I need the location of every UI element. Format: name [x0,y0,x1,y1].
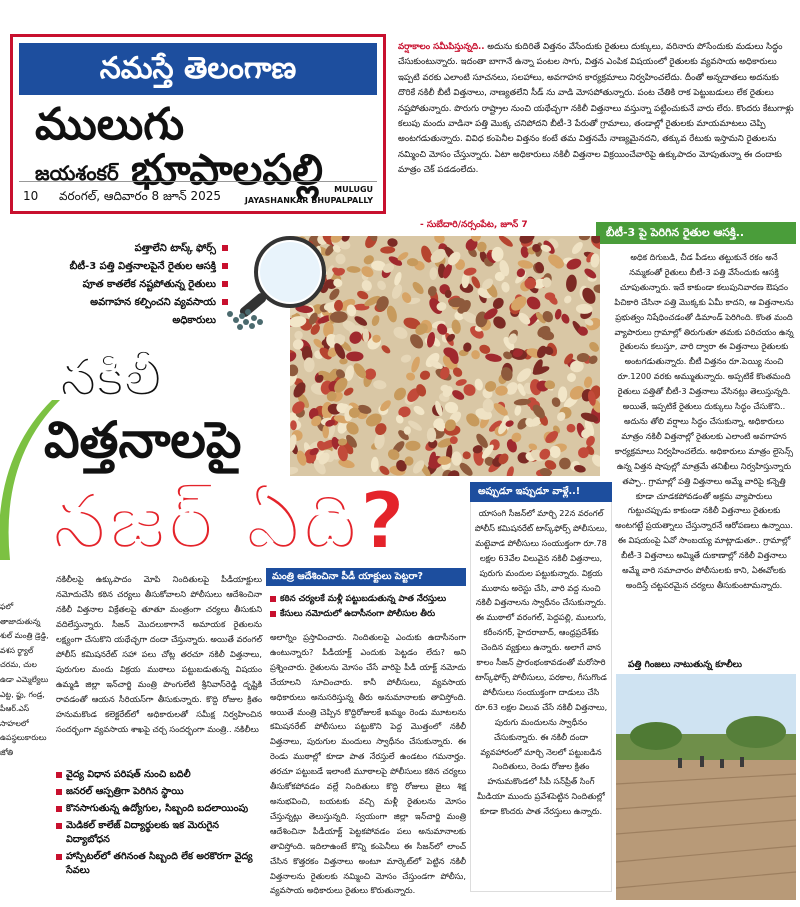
cropped-article-edge: ఫలో తాజాదుతున్న శుల్ మంత్రి డ్రెడ్డి, వశస ర్థ్యాల్ చరమ, చుల ఉడా ఎమ్మెల్యేలు ఎట్ట, ప్జు, గండ్ర, పీఆర్.ఎస్ సాహలలో ఉపస్థలుకారులు జోతి [0,602,49,757]
district-name-2-prefix: జయశంకర్ [35,161,119,185]
left-article: నకిలీలపై ఉక్కుపాదం మోపి నిందితులపై పీడీయాక్టులు నమోదుచేసి కఠిన చర్యలు తీసుకోవాలని పోలీసులు ఆదేశించినా నకిలీ విత్తనాల విక్రేతలపై తూతూ మంత్రంగా చర్యలు తీసుకుని వదిలేస్తున్నారు. సీజన్ మొదలుకాగానే అమాయక రైతులను లక్ష్యంగా చేసుకొని యథేచ్ఛగా దందా చేస్తున్నారు. అయితే వరంగల్ పోలీస్ కమిషనరేట్ సహా పలు చోట్ల తరచూ నకిలీ విత్తనాలు, పురుగుల మందు విక్రయ ముఠాలు పట్టుబడుతున్న విషయం ఉమ్మడి జిల్లా ఇన్‌చార్జి మంత్రి పొంగులేటి శ్రీనివాస్‌రెడ్డి దృష్టికి రావడంతో ఆయన సీరియస్‌గా తీసుకున్నారు. కొద్ది రోజుల క్రితం హనుమకొండ కలెక్టరేట్‌లో అధికారులతో సమీక్ష నిర్వహించిన సందర్భంగా వ్యవసాయ శాఖపై చర్చ సందర్భంగా మంత్రి.. నకిలీలు [56,574,262,734]
english-district-1: MULUGU [334,185,373,194]
mid-article-headline: మంత్రి ఆదేశించినా పీడీ యాక్టులు పెట్టరా? [266,568,466,586]
mid-article-subheads [270,592,466,622]
headline-bullet: అవగాహన కల్పించని వ్యవసాయ అధికారులు [48,294,228,330]
hospital-bullets [56,768,266,881]
headline-bullets [48,240,228,330]
newspaper-title: నమస్తే తెలంగాణ [19,43,377,95]
then-now-body: యాసంగి సీజన్‌లో మార్చి 22న వరంగల్ పోలీస్ కమిషనరేట్ టాస్క్‌ఫోర్స్ పోలీసులు, మట్టెవాడ పోలీసులు సంయుక్తంగా రూ.78 లక్షల 63వేల విలువైన నకిలీ విత్తనాలు, పురుగు మందుల పట్టుకున్నారు. విక్రయ ముఠాను అరెస్టు చేసి, వారి వద్ద నుంచి నకిలీ విత్తనాలను స్వాధీనం చేసుకున్నారు. ఈ ముఠాలో వరంగల్, పెద్దపల్లి, ములుగు, కరీంనగర్, హైదరాబాద్, ఆంధ్రప్రదేశ్‌కు చెందిన వ్యక్తులు ఉన్నారు. అలాగే వాన కాలం సీజన్ ప్రారంభంకావడంతో మరోసారి టాస్క్‌ఫోర్స్ పోలీసులు, పరకాల, గీసుగొండ పోలీసులు సంయుక్తంగా దాడులు చేసి రూ.63 లక్షల విలువ చేసే నకిలీ విత్తనాలు, పురుగు మందులను స్వాధీనం చేసుకున్నారు. ఈ నకిలీ దందా వ్యవహారంలో మార్చి నెలలో పట్టుబడిన నిందితులు, రెండు రోజుల క్రితం హనుమకొండలో సీపీ సన్‌ప్రీత్ సింగ్ మీడియా ముందు ప్రవేశపెట్టిన నిందితుల్లో కూడా కొందరు పాత నేరస్తులు ఉన్నారు. [474,508,608,817]
mid-subhead: కఠిన చర్యలకే మళ్లీ పట్టుబడుతున్న పాత నేరస్తులు [270,592,466,607]
dateline-bar [19,181,377,209]
headline-bullet: పూత కాతలేక నష్టపోతున్న రైతులు [48,276,228,294]
seeds-photo [290,236,600,476]
district-name-1: ములుగు [35,99,185,150]
top-article [398,40,794,179]
then-now-headline: అప్పుడూ ఇప్పుడూ వాళ్లే..! [470,482,612,502]
top-article-lead: వర్షాకాలం సమీపిస్తున్నది.. [398,42,485,52]
top-article-byline: - సుబేదారి/నర్సంపేట, జూన్ 7 [420,220,528,230]
english-district-2: JAYASHANKAR BHUPALPALLY [244,196,373,205]
field-photo [616,674,796,900]
headline-bullet: బీటీ-3 పత్తి విత్తనాలపైనే రైతుల ఆసక్తి [48,258,228,276]
hospital-bullet: వైద్య విధాన పరిషత్ నుంచి బదిలీ [56,768,266,782]
english-district [245,184,373,206]
hospital-bullet: జనరల్ ఆస్పత్రిగా పెరిగిన స్థాయి [56,785,266,799]
mid-article-body: అలాగ్నిం ప్రస్తావించారు. నిందితులపై ఎందుకు ఉదాసీనంగా ఉంటున్నారు? పీడీయాక్ట్ ఎందుకు పెట్టడం లేదు? అని ప్రశ్నించారు. రైతులను మోసం చేసే వారిపై పీడీ యాక్ట్ నమోదు చేయాలని సూచించారు. కానీ పోలీసులు, వ్యవసాయ అధికారులు అనుసరిస్తున్న తీరు అనుమానాలకు తావిస్తోంది. అయితే మంత్రి చెప్పిన కొద్దిరోజులకే ఖమ్మం రెండు మూటలను కమిషనరేట్ పోలీసులు పట్టుకొని పెద్ద మొత్తంలో నకిలీ విత్తనాలు, పురుగుల మందులు స్వాధీనం చేసుకున్నారు. ఈ రెండు ముఠాల్లో కూడా పాత నేరస్తులే ఉండటం గమనార్హం. తరచూ పట్టుబడే ఇలాంటి మూఠాలపై పోలీసులు కఠిన చర్యలు తీసుకోకపోవడం వల్లే నిందితులు కొద్ది రోజులు జైలు శిక్ష అనుభవించి, బయటకు వచ్చి మళ్లీ రైతులను మోసం చేస్తున్నట్లు తెలుస్తున్నది. స్వయంగా జిల్లా ఇన్‌చార్జి మంత్రి ఆదేశించినా పీడీయాక్ట్ పెట్టకపోవడం పలు అనుమానాలకు తావిస్తోంది. ఇదిలాఉంటే కొన్ని కంపెనీలు ఈ సీజన్‌లో లాంచ్ చేసిన కొత్తరకం విత్తనాలు అంటూ మార్కెట్‌లో పెట్టిన నకిలీ విత్తనాలను రైతులకు నమ్మించి మోసం చేస్తుండగా పోలీసు, వ్యవసాయ అధికారులు రైతులు కొరుతున్నారు. [270,632,466,896]
headline-bullet: పత్తాలేని టాస్క్ ఫోర్స్ [48,240,228,258]
mid-subhead: కేసులు నమోదులో ఉదాసీనంగా పోలీసుల తీరు [270,607,466,622]
main-headline-3: నజర్ ఏది? [52,477,407,567]
field-photo-caption: పత్తి గింజలు నాటుతున్న కూలీలు [628,660,743,670]
main-headline-2: విత్తనాలపై [44,411,242,469]
dateline: వరంగల్, ఆదివారం 8 జూన్ 2025 [59,189,222,203]
top-article-text: అదును కుదిరితే విత్తనం వేసేందుకు రైతులు దుక్కులు, వరినారు పోసేందుకు మడులు సిద్ధం చేసుకుంటున్నారు. ఇదంతా బాగానే ఉన్నా పంటల సాగు, విత్తన ఎంపిక విషయంలో రైతులకు వ్యవసాయ అధికారులు ఇప్పటి వరకు ఎలాంటి సూచనలు, సలహాలు, అవగాహన కార్యక్రమాలు నిర్వహించలేదు. దీంతో అన్నదాతలు అదనుకు దొరికే నకిలీ బీటీ విత్తనాలు, నాణ్యతలేని సీడ్ ను వాడి మోసపోతున్నారు. పంట చేతికి రాక పెట్టుబడులు లేక రైతులు నష్టపోతున్నారు. పొరుగు రాష్ట్రాల నుంచి యథేచ్ఛగా నకిలీ విత్తనాలు వస్తున్నా పట్టించుకునే వారు లేరు. కొందరు కేటుగాళ్లు కలుపు మందు వాడినా పత్తి మొక్క చనిపోదని బీటీ-3 పేరుతో గ్రామాలు, తండాల్లో రైతులకు మాయమాటలు చెప్పి అంటగడుతున్నారు. వివిధ కంపెనీల విత్తనం కంటే తమ విత్తనమే నాణ్యమైనదని, తక్కువ రేటుకు ఇస్తామని రైతులను నమ్మించి మోసం చేస్తున్నారు. ఏటా అధికారులు నకిలీ విత్తనాల విక్రయించేవారిపై ఉక్కుపాదం మోపుతున్నా ఈ దందాకు మాత్రం చెక్ పడడంలేదు. [398,42,794,176]
bt3-headline: బీటీ-3 పై పెరిగిన రైతుల ఆసక్తి.. [596,222,796,244]
district-name-2: భూపాలపల్లి [131,145,323,194]
hospital-bullet: హాస్పిటల్‌లో తగినంత సిబ్బంది లేక అరకొరగా వైద్య సేవలు [56,850,266,878]
hospital-bullet: మెడికల్ కాలేజ్ విద్యార్థులకు ఇక మెరుగైన విద్యాబోధన [56,819,266,847]
bt3-article: అధిక దిగుబడి, చీడ పీడలు తట్టుకునే రకం అనే నమ్మకంతో రైతులు బీటీ-3 పత్తి వేసేందుకు ఆసక్తి చూపుతున్నారు. ఇదే కాకుండా కలుపునివారణ ఔషదం పిచికారి చేసినా పత్తి మొక్కకు ఏమీ కాదని, ఆ విత్తనాలను ప్రభుత్వం నిషేధించడంతో డిమాండ్ పెరిగింది. కొంత మంది వ్యాపారులు గ్రామాల్లో తిరుగుతూ తమకు పరిచయం ఉన్న రైతులను కలుస్తూ, వారి ద్వారా ఈ విత్తనాలు రైతులకు అంటగడుతున్నారు. బీటీ విత్తనం రూ.పెయ్యి నుంచి రూ.1200 వరకు అమ్ముతున్నారు. అప్పటికే కొంతమంది రైతులు పత్తితో బీటీ-3 విత్తనాలు వేసినట్లు తెలుస్తున్నది. అయితే, ఇప్పటికే రైతులు దుక్కులు సిద్ధం చేసుకొని.. అదును తోలి వర్షాలు సిద్ధం చేసుకున్నా, అధికారులు మాత్రం నకిలీ విత్తనాల్లో రైతులకు ఎలాంటి అవగాహన కార్యక్రమాలు నిర్వహించలేదు. అధికారులు మాత్రం లైసెన్స్ ఉన్న విత్తన షాపుల్లో మాత్రమే తనిఖీలు నిర్వహిస్తున్నారు తప్పా.. గ్రామాల్లో పత్తి విత్తనాలు అమ్మే వారిపై కన్నెత్తి కూడా చూడకపోవడంతో అక్రమ వ్యాపారులు గుట్టుచప్పుడు కాకుండా నకిలీ విత్తనాలు రైతులకు అంటగట్టే ప్రయత్నాలు చేస్తున్నారనే ఆరోపణలు ఉన్నాయి. ఈ విషయంపై ఏవో సాంబయ్య మాట్లాడుతూ.. గ్రామాల్లో బీటీ-3 విత్తనాలు అమ్మితే దుకాణాల్లో నకిలీ విత్తనాలు అమ్మే వారి సమాచారం పోలీసులకు కాని, ఏఈవోలకు అందిస్తే చట్టపరమైన చర్యలు తీసుకుంటామన్నారు. [614,252,794,590]
masthead [10,34,386,214]
hospital-bullet: కొనసాగుతున్న ఉద్యోగుల, సిబ్బంది బదలాయింపు [56,802,266,816]
main-headline-1: నకిలీ [60,348,162,408]
magnifier-illustration [220,232,330,332]
page-number: 10 [23,189,39,203]
